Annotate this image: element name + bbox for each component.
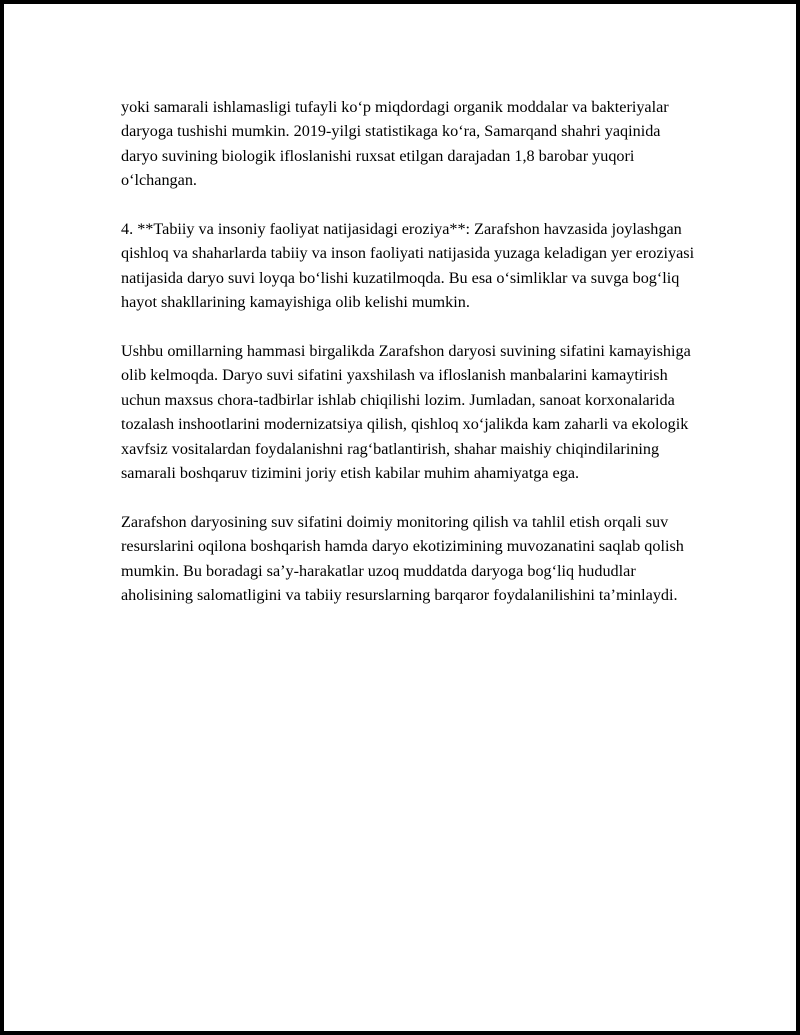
paragraph-bacteria-pollution: yoki samarali ishlamasligi tufayli ko‘p miqdordagi organik moddalar va bakteriyalar daryoga tushishi mumkin. 2019-yilgi statistikaga ko‘ra, Samarqand shahri yaqinida daryo suvining biologik ifloslanishi ruxsat etilgan darajadan 1,8 barobar yuqori o‘lchangan. bbox=[121, 98, 669, 190]
paragraph-erosion: 4. **Tabiiy va insoniy faoliyat natijasidagi eroziya**: Zarafshon havzasida joylashgan qishloq va shaharlarda tabiiy va inson faoliyati natijasida yuzaga keladigan yer eroziyasi natijasida daryo suvi loyqa bo‘lishi kuzatilmoqda. Bu esa o‘simliklar va suvga bog‘liq hayot shakllarining kamayishiga olib kelishi mumkin. bbox=[121, 220, 695, 312]
paragraph-monitoring: Zarafshon daryosining suv sifatini doimiy monitoring qilish va tahlil etish orqali suv resurslarini oqilona boshqarish hamda daryo ekotizimining muvozanatini saqlab qolish mumkin. Bu boradagi sa’y-harakatlar uzoq muddatda daryoga bog‘liq hududlar aholisining salomatligini va tabiiy resurslarning barqaror foydalanilishini ta’minlaydi. bbox=[121, 512, 684, 605]
document-body bbox=[121, 95, 701, 632]
paragraph-measures: Ushbu omillarning hammasi birgalikda Zarafshon daryosi suvining sifatini kamayishiga olib kelmoqda. Daryo suvi sifatini yaxshilash va ifloslanish manbalarini kamaytirish uchun maxsus chora-tadbirlar ishlab chiqilishi lozim. Jumladan, sanoat korxonalarida tozalash inshootlarini modernizatsiya qilish, qishloq xo‘jalikda kam zaharli va ekologik xavfsiz vositalardan foydalanishni rag‘batlantirish, shahar maishiy chiqindilarining samarali boshqaruv tizimini joriy etish kabilar muhim ahamiyatga ega. bbox=[121, 342, 691, 483]
